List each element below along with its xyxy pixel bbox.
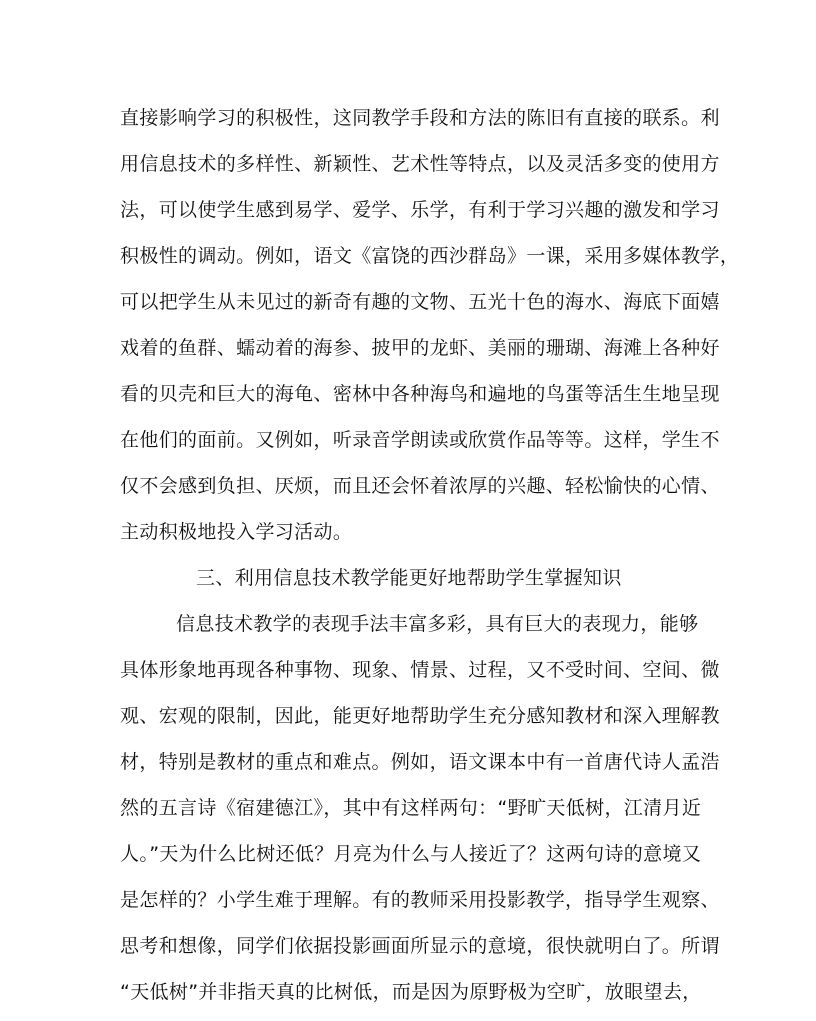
- paragraph-1-line: 积极性的调动。例如，语文《富饶的西沙群岛》一课，采用多媒体教学，: [120, 245, 740, 267]
- paragraph-1-line: 直接影响学习的积极性，这同教学手段和方法的陈旧有直接的联系。利: [120, 107, 720, 129]
- paragraph-1-line: 用信息技术的多样性、新颖性、艺术性等特点，以及灵活多变的使用方: [120, 153, 720, 175]
- paragraph-1-line: 仅不会感到负担、厌烦，而且还会怀着浓厚的兴趣、轻松愉快的心情、: [120, 475, 720, 497]
- paragraph-1-line: 戏着的鱼群、蠕动着的海参、披甲的龙虾、美丽的珊瑚、海滩上各种好: [120, 337, 720, 359]
- paragraph-2-line: 人。”天为什么比树还低？月亮为什么与人接近了？这两句诗的意境又: [120, 843, 702, 865]
- paragraph-2-line: 信息技术教学的表现手法丰富多彩，具有巨大的表现力，能够: [176, 613, 699, 635]
- paragraph-2-line: 思考和想像，同学们依据投影画面所显示的意境，很快就明白了。所谓: [120, 935, 720, 957]
- paragraph-1-line: 主动积极地投入学习活动。: [120, 521, 353, 543]
- paragraph-2-line: 观、宏观的限制，因此，能更好地帮助学生充分感知教材和深入理解教: [120, 705, 720, 727]
- paragraph-2-line: 具体形象地再现各种事物、现象、情景、过程，又不受时间、空间、微: [120, 659, 720, 681]
- paragraph-2-line: 是怎样的？小学生难于理解。有的教师采用投影教学，指导学生观察、: [120, 889, 720, 911]
- paragraph-2-line: 然的五言诗《宿建德江》，其中有这样两句：“野旷天低树，江清月近: [120, 797, 702, 819]
- section-heading: 三、利用信息技术教学能更好地帮助学生掌握知识: [196, 567, 622, 589]
- paragraph-1-line: 在他们的面前。又例如，听录音学朗读或欣赏作品等等。这样，学生不: [120, 429, 720, 451]
- paragraph-1-line: 法，可以使学生感到易学、爱学、乐学，有利于学习兴趣的激发和学习: [120, 199, 720, 221]
- paragraph-1-line: 看的贝壳和巨大的海龟、密林中各种海鸟和遍地的鸟蛋等活生生地呈现: [120, 383, 720, 405]
- paragraph-2-line: “天低树”并非指天真的比树低，而是因为原野极为空旷，放眼望去，: [120, 981, 702, 1003]
- paragraph-1-line: 可以把学生从未见过的新奇有趣的文物、五光十色的海水、海底下面嬉: [120, 291, 720, 313]
- paragraph-2-line: 材，特别是教材的重点和难点。例如，语文课本中有一首唐代诗人孟浩: [120, 751, 720, 773]
